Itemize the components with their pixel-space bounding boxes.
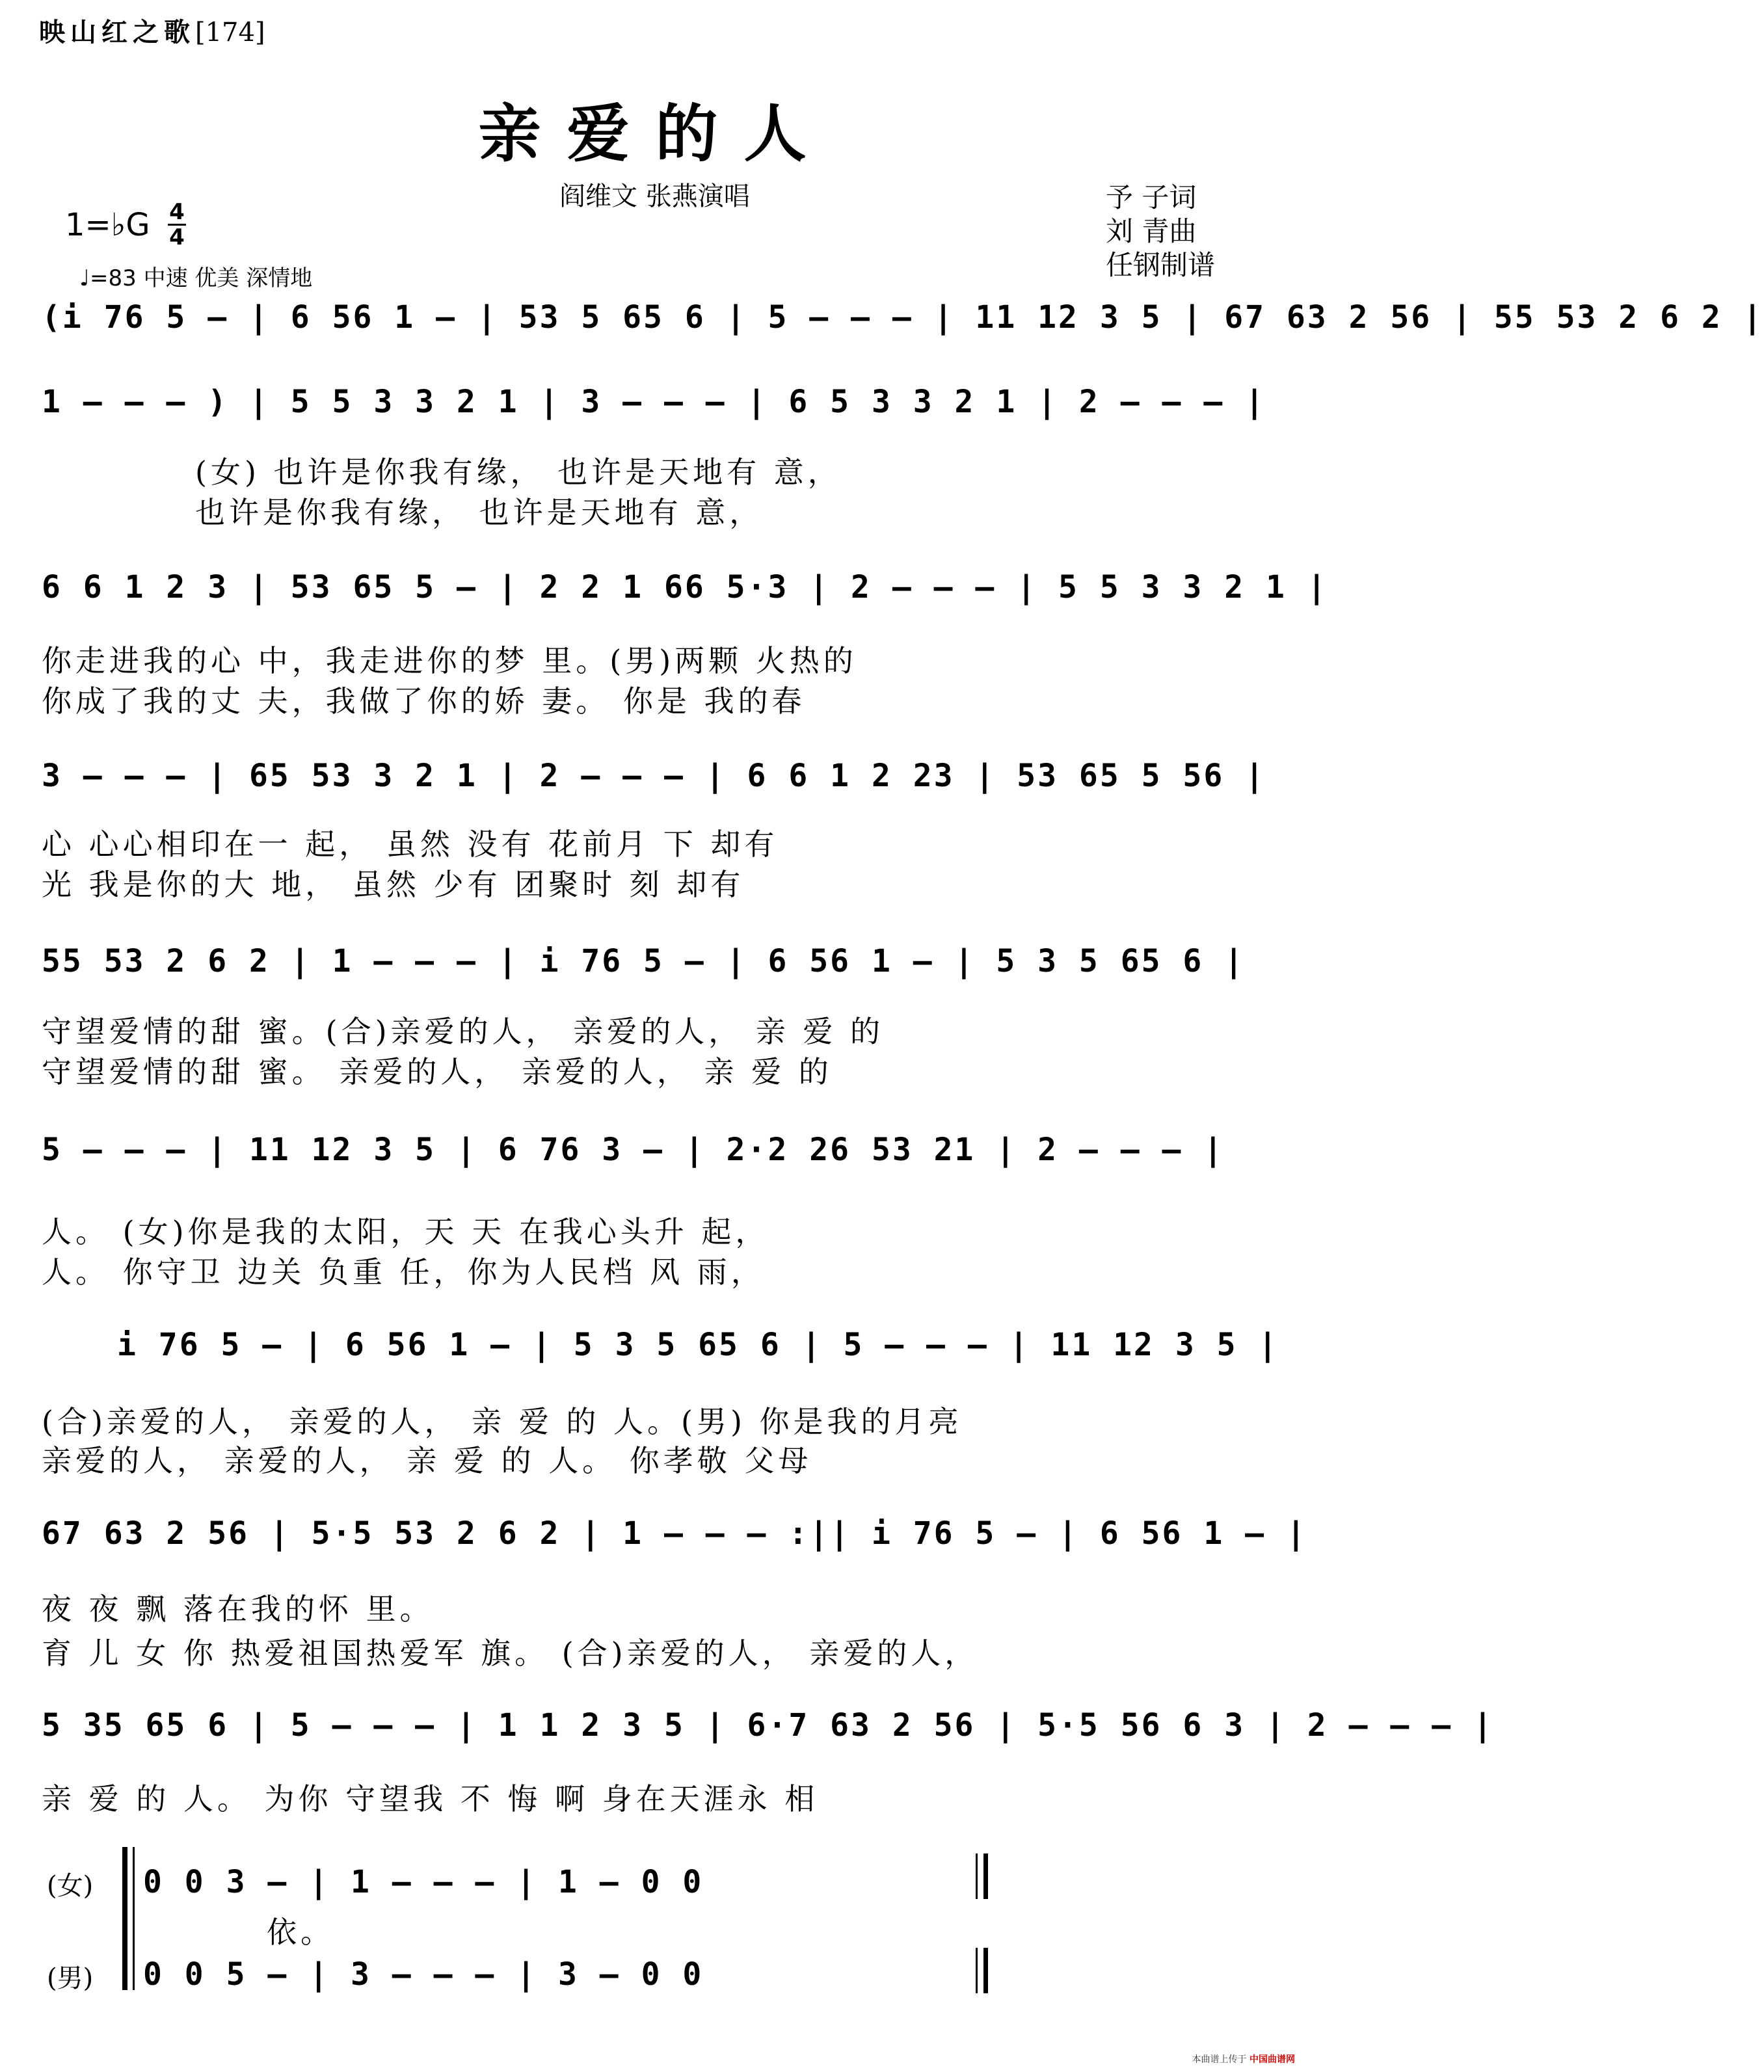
score-line-6: 5 – – – | 11 12 3 5 | 6 76 3 – | 2·2 26 53 21 | 2 – – – | [42,1132,1225,1168]
arranger: 任钢制谱 [1106,249,1216,281]
lyric-line-2a: (女) 也许是你我有缘， 也许是天地有 意， [195,455,842,490]
lyricist: 予 子词 [1106,181,1197,213]
final-lyric: 依。 [267,1915,334,1950]
score-line-7: i 76 5 – | 6 56 1 – | 5 3 5 65 6 | 5 – – – | 11 12 3 5 | [117,1327,1279,1363]
lyric-line-7a: (合)亲爱的人， 亲爱的人， 亲 爱 的 人。(男) 你是我的月亮 [42,1404,963,1439]
female-part-label: (女) [47,1871,94,1901]
composer: 刘 青曲 [1106,215,1197,247]
score-line-9: 5 35 65 6 | 5 – – – | 1 1 2 3 5 | 6·7 63 2 56 | 5·5 56 6 3 | 2 – – – | [42,1707,1494,1744]
male-final-notes: 0 0 5 – | 3 – – – | 3 – 0 0 [143,1956,704,1993]
system-bracket [122,1847,127,1990]
score-line-3: 6 6 1 2 3 | 53 65 5 – | 2 2 1 66 5·3 | 2 – – – | 5 5 3 3 2 1 | [42,569,1328,605]
score-line-8: 67 63 2 56 | 5·5 53 2 6 2 | 1 – – – :|| i 76 5 – | 6 56 1 – | [42,1515,1307,1552]
male-part-label: (男) [47,1963,94,1993]
lyric-line-6b: 人。 你守卫 边关 负重 任，你为人民档 风 雨， [42,1255,765,1290]
final-barline-top-thin [976,1853,978,1899]
lyric-line-4a: 心 心心相印在一 起， 虽然 没有 花前月 下 却有 [42,827,779,862]
final-barline-top-thick [983,1853,988,1899]
time-signature: 4 4 [168,200,186,249]
lyric-line-9: 亲 爱 的 人。 为你 守望我 不 悔 啊 身在天涯永 相 [42,1781,819,1816]
lyric-line-8a: 夜 夜 飘 落在我的怀 里。 [42,1591,434,1627]
credits [1106,181,1215,282]
song-title: 亲爱的人 [478,97,833,170]
tempo-marking: ♩=83 中速 优美 深情地 [79,265,313,291]
footer-watermark: 本曲谱上传于 中国曲谱网 [1192,2054,1295,2065]
singers: 阎维文 张燕演唱 [559,181,750,211]
key-signature: 1=♭G [65,207,150,243]
lyric-line-8b: 育 儿 女 你 热爱祖国热爱军 旗。 (合)亲爱的人， 亲爱的人， [42,1636,979,1671]
lyric-line-5a: 守望爱情的甜 蜜。(合)亲爱的人， 亲爱的人， 亲 爱 的 [42,1014,885,1049]
lyric-line-5b: 守望爱情的甜 蜜。 亲爱的人， 亲爱的人， 亲 爱 的 [42,1054,833,1089]
score-line-4: 3 – – – | 65 53 3 2 1 | 2 – – – | 6 6 1 2 23 | 53 65 5 56 | [42,758,1266,794]
final-barline-bottom-thin [976,1948,978,1993]
lyric-line-3b: 你成了我的丈 夫，我做了你的娇 妻。 你是 我的春 [42,684,806,719]
lyric-line-6a: 人。 (女)你是我的太阳，天 天 在我心头升 起， [42,1214,769,1249]
lyric-line-4b: 光 我是你的大 地， 虽然 少有 团聚时 刻 却有 [42,867,745,902]
final-barline-bottom-thick [983,1948,988,1993]
series-label: 映山红之歌[174] [39,17,265,47]
lyric-line-2b: 也许是你我有缘， 也许是天地有 意， [195,495,764,530]
female-final-notes: 0 0 3 – | 1 – – – | 1 – 0 0 [143,1864,704,1900]
lyric-line-7b: 亲爱的人， 亲爱的人， 亲 爱 的 人。 你孝敬 父母 [42,1443,812,1478]
score-line-1: (i 76 5 – | 6 56 1 – | 53 5 65 6 | 5 – – – | 11 12 3 5 | 67 63 2 56 | 55 53 2 6 2 | [42,299,1764,336]
lyric-line-3a: 你走进我的心 中，我走进你的梦 里。(男)两颗 火热的 [42,643,857,678]
score-line-2: 1 – – – ) | 5 5 3 3 2 1 | 3 – – – | 6 5 3 3 2 1 | 2 – – – | [42,384,1266,420]
system-bracket-thin [133,1847,135,1990]
score-line-5: 55 53 2 6 2 | 1 – – – | i 76 5 – | 6 56 1 – | 5 3 5 65 6 | [42,943,1246,979]
